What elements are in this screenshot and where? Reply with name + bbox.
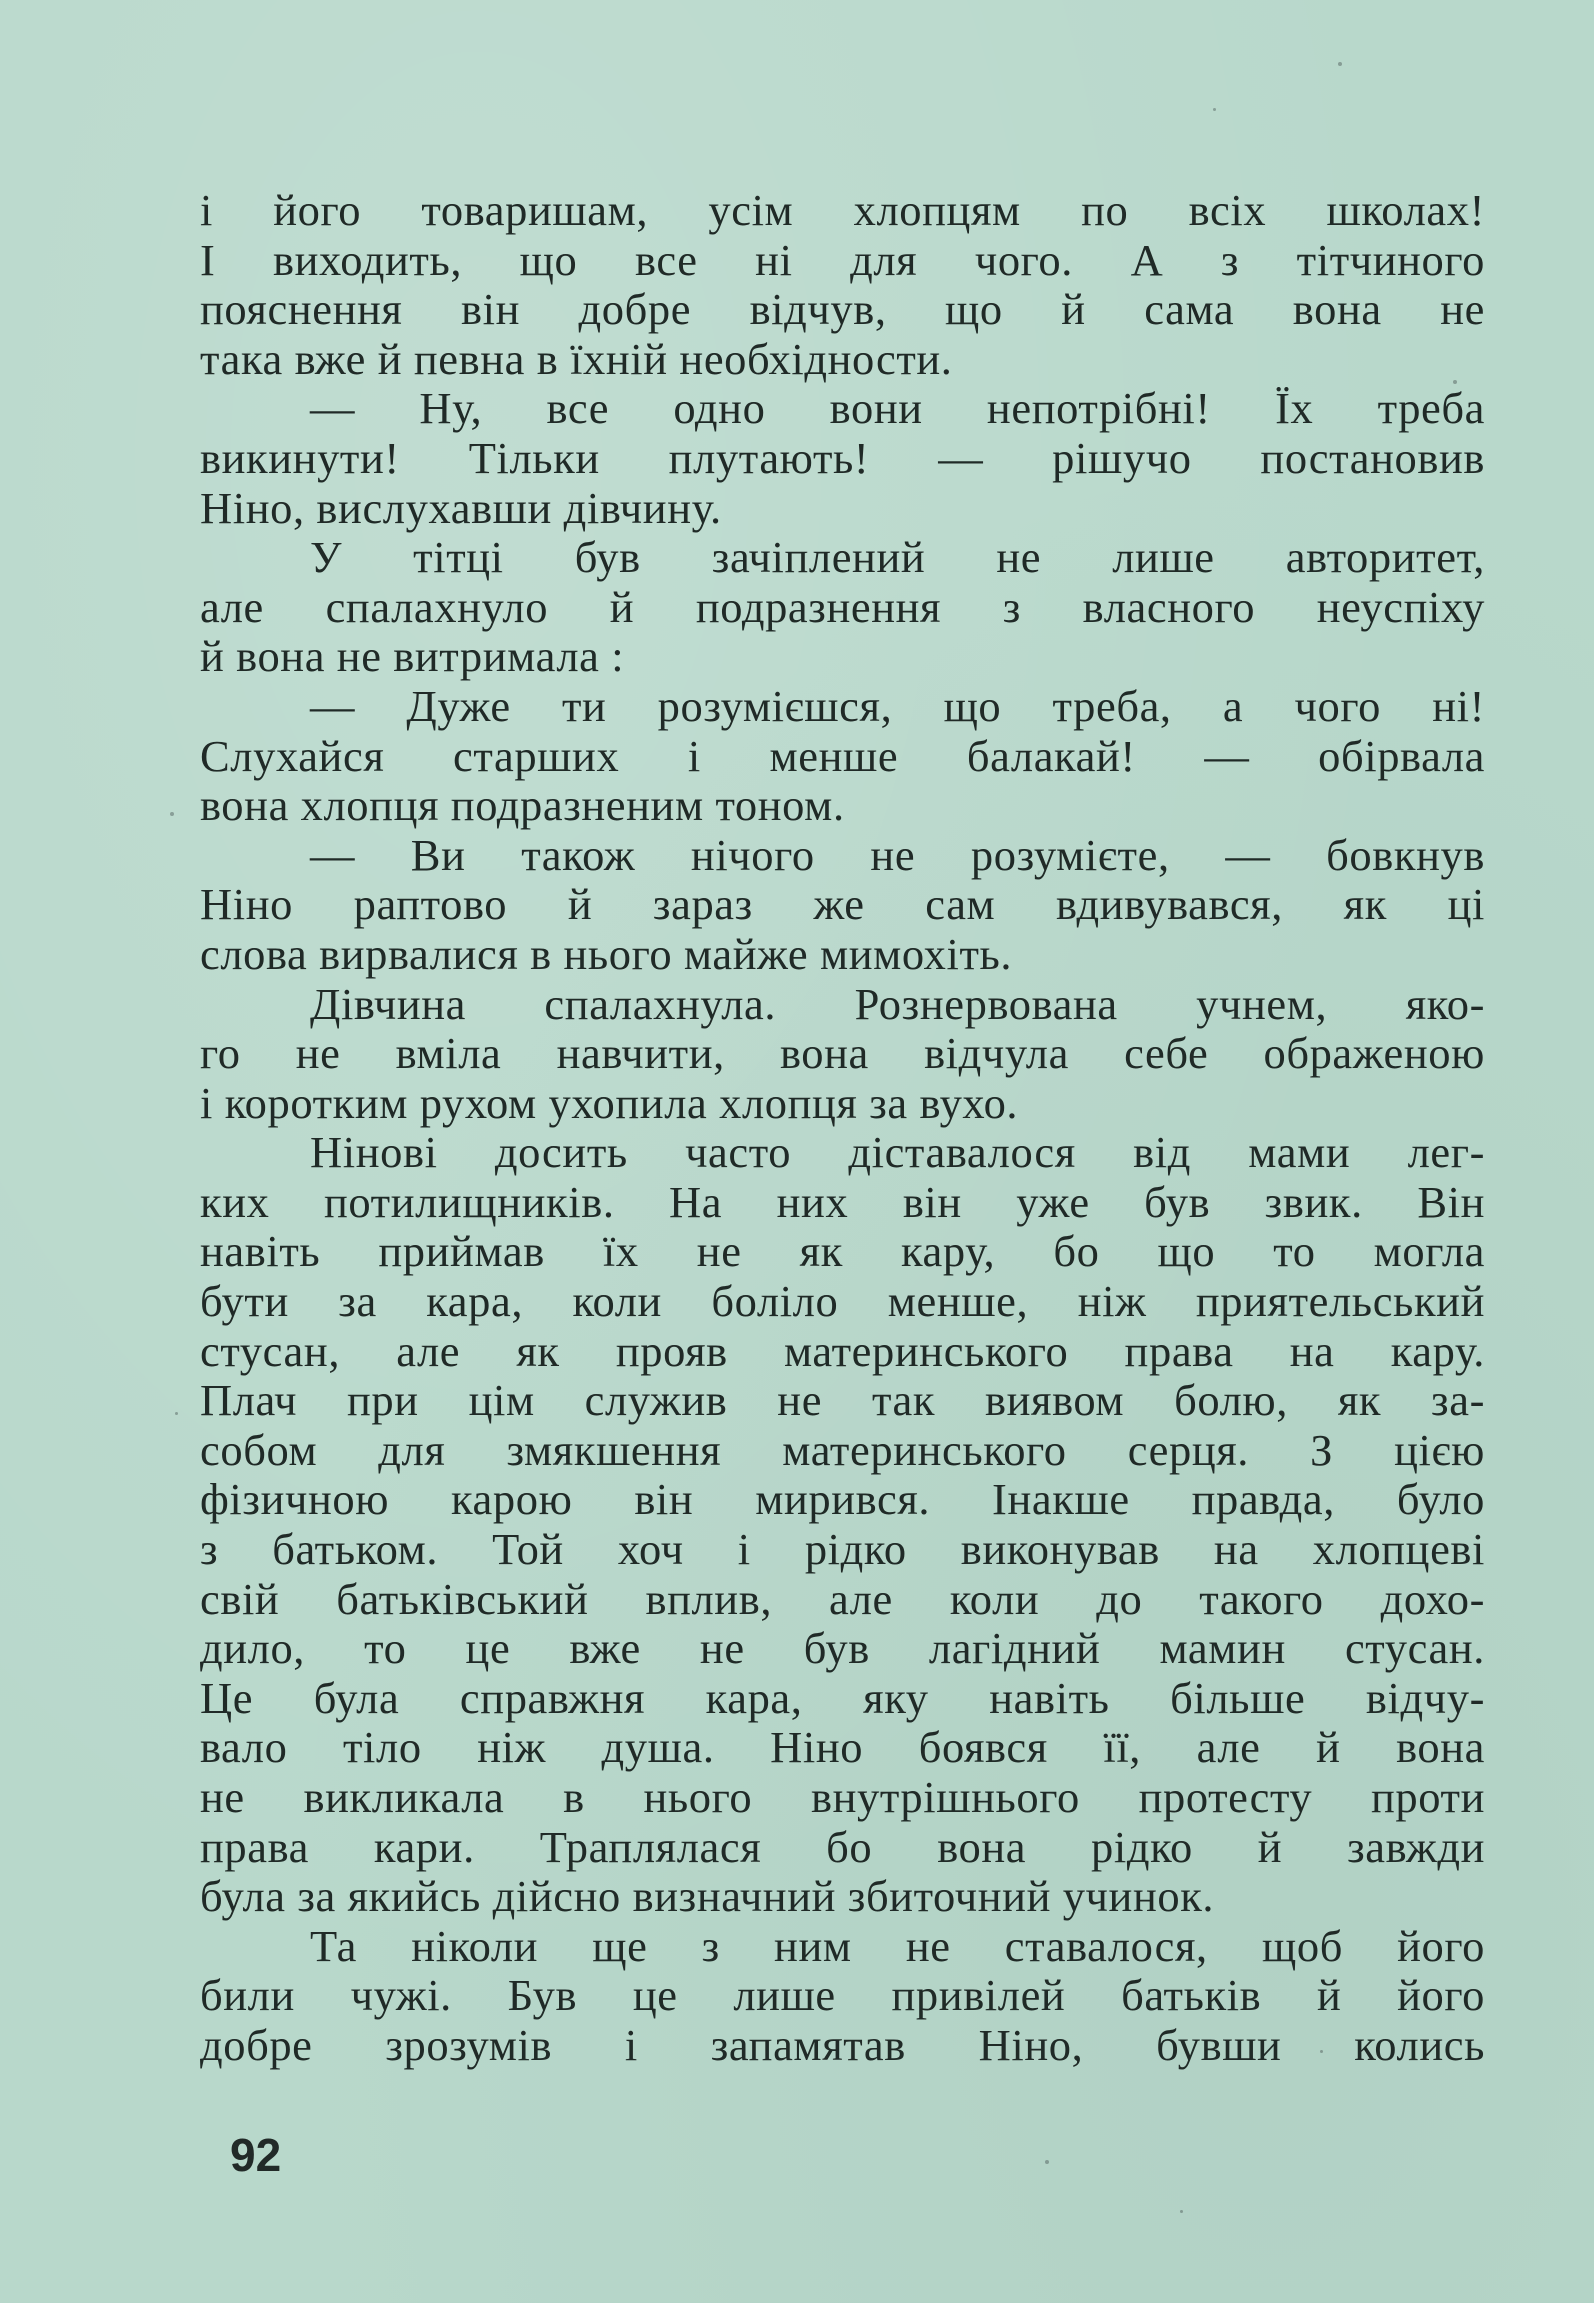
text-line: права кари. Траплялася бо вона рідко й завжди (200, 1822, 1485, 1872)
text-line: але спалахнуло й подразнення з власного неуспіху (200, 582, 1485, 632)
text-line: Слухайся старших і менше балакай! — обірвала (200, 731, 1485, 781)
text-line: Ніно раптово й зараз же сам вдивувався, як ці (200, 880, 1485, 930)
text-line: У тітці був зачіплений не лише авторитет, (310, 533, 1485, 583)
text-line: — Ну, все одно вони непотрібні! Їх треба (310, 384, 1485, 434)
text-line: — Дуже ти розумієшся, що треба, а чого ні! (310, 681, 1485, 731)
text-line: собом для змякшення материнського серця. З цією (200, 1425, 1485, 1475)
text-line: Та ніколи ще з ним не ставалося, щоб його (310, 1921, 1485, 1971)
text-line: Нінові досить часто діставалося від мами лег- (310, 1128, 1485, 1178)
text-line: пояснення він добре відчув, що й сама вона не (200, 285, 1485, 335)
paper-speck (1045, 2160, 1049, 2164)
paper-speck (1320, 2050, 1323, 2053)
paper-speck (1338, 62, 1342, 66)
text-line: добре зрозумів і запамятав Ніно, бувши колись (200, 2020, 1485, 2070)
text-line: І виходить, що все ні для чого. А з тітчиного (200, 235, 1485, 285)
text-line: була за якийсь дійсно визначний збиточний учинок. (200, 1872, 1215, 1922)
text-line: вало тіло ніж душа. Ніно боявся її, але й вона (200, 1723, 1485, 1773)
text-line: Це була справжня кара, яку навіть більше відчу- (200, 1673, 1485, 1723)
text-line: Дівчина спалахнула. Рознервована учнем, яко- (310, 979, 1485, 1029)
text-line: й вона не витримала : (200, 632, 625, 682)
paper-speck (175, 1412, 178, 1415)
text-line: фізичною карою він мирився. Інакше правда, було (200, 1475, 1485, 1525)
text-line: викинути! Тільки плутають! — рішучо постановив (200, 433, 1485, 483)
text-line: Плач при цім служив не так виявом болю, як за- (200, 1376, 1485, 1426)
text-line: стусан, але як прояв материнського права на кару. (200, 1326, 1485, 1376)
text-line: навіть приймав їх не як кару, бо що то могла (200, 1227, 1485, 1277)
page-number: 92 (230, 2129, 282, 2181)
text-line: не викликала в нього внутрішнього протесту проти (200, 1773, 1485, 1822)
text-line: бути за кара, коли боліло менше, ніж приятельський (200, 1277, 1485, 1327)
text-line: — Ви також нічого не розумієте, — бовкнув (310, 830, 1485, 880)
text-line: го не вміла навчити, вона відчула себе ображеною (200, 1029, 1485, 1079)
text-line: така вже й певна в їхній необхідности. (200, 334, 953, 384)
text-line: Ніно, вислухавши дівчину. (200, 483, 722, 533)
text-line: вона хлопця подразненим тоном. (200, 781, 845, 831)
text-line: били чужі. Був це лише привілей батьків й його (200, 1971, 1485, 2021)
paper-speck (1180, 2210, 1183, 2213)
text-line: з батьком. Той хоч і рідко виконував на хлопцеві (200, 1525, 1485, 1575)
paper-speck (1453, 380, 1457, 384)
text-line: слова вирвалися в нього майже мимохіть. (200, 929, 1013, 979)
text-line: і його товаришам, усім хлопцям по всіх школах! (200, 186, 1485, 235)
body-text (200, 186, 1485, 2071)
paper-speck (1213, 108, 1216, 111)
text-line: дило, то це вже не був лагідний мамин стусан. (200, 1624, 1485, 1674)
text-line: і коротким рухом ухопила хлопця за вухо. (200, 1078, 1019, 1128)
text-line: ких потилищників. На них він уже був звик. Він (200, 1177, 1485, 1227)
text-line: свій батьківський вплив, але коли до такого дохо- (200, 1574, 1485, 1624)
paper-speck (170, 812, 174, 816)
